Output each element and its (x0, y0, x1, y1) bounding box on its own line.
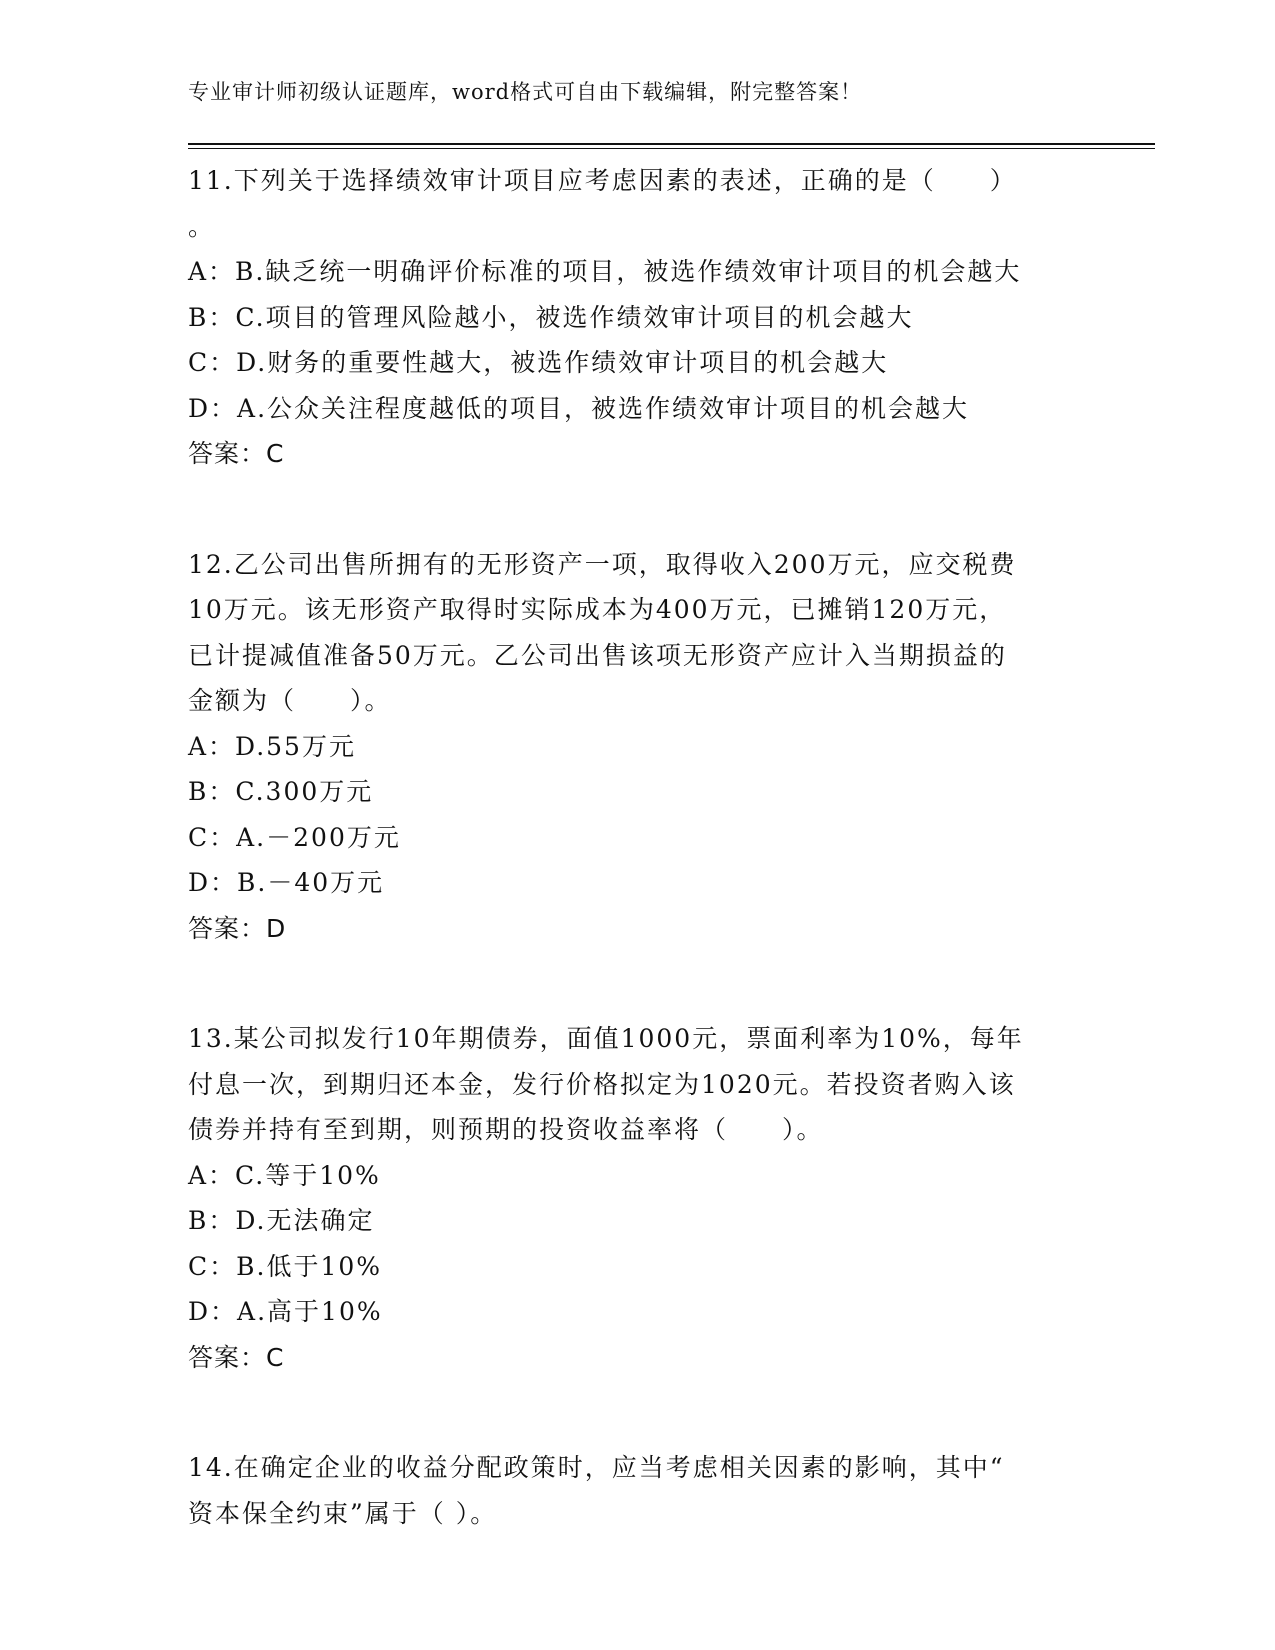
question-stem-line: 债券并持有至到期，则预期的投资收益率将（ ）。 (188, 1115, 824, 1144)
question-stem-line: 13.某公司拟发行10年期债券，面值1000元，票面利率为10%，每年 (188, 1024, 1024, 1053)
question-stem-line: 金额为（ ）。 (188, 686, 392, 715)
option-b: B：D.无法确定 (188, 1206, 375, 1235)
option-c: C：B.低于10% (188, 1251, 383, 1281)
option-c: C：A.－200万元 (188, 822, 401, 852)
option-a: A：D.55万元 (188, 731, 356, 761)
question-stem-line: 。 (188, 211, 216, 241)
question-stem-line: 11.下列关于选择绩效审计项目应考虑因素的表述，正确的是（ ） (188, 166, 1017, 195)
option-a: A：C.等于10% (188, 1160, 381, 1190)
question-13 (188, 1016, 1088, 1380)
question-stem-line: 付息一次，到期归还本金，发行价格拟定为1020元。若投资者购入该 (188, 1069, 1016, 1099)
option-d: D：B.－40万元 (188, 868, 385, 897)
question-stem-line: 已计提减值准备50万元。乙公司出售该项无形资产应计入当期损益的 (188, 640, 1007, 670)
answer: 答案：C (188, 1342, 285, 1372)
option-c: C：D.财务的重要性越大，被选作绩效审计项目的机会越大 (188, 348, 889, 377)
question-stem-line: 资本保全约束”属于（ ）。 (188, 1498, 498, 1528)
option-b: B：C.项目的管理风险越小，被选作绩效审计项目的机会越大 (188, 302, 914, 332)
question-stem-line: 10万元。该无形资产取得时实际成本为400万元，已摊销120万元， (188, 595, 1007, 624)
question-11 (188, 158, 1088, 477)
option-b: B：C.300万元 (188, 777, 374, 806)
header-rule-thick (188, 143, 1155, 145)
page-header: 专业审计师初级认证题库，word格式可自由下载编辑，附完整答案！ (188, 80, 863, 104)
question-list (188, 158, 1088, 1556)
question-14 (188, 1445, 1088, 1536)
question-stem-line: 12.乙公司出售所拥有的无形资产一项，取得收入200万元，应交税费 (188, 549, 1017, 579)
question-stem-line: 14.在确定企业的收益分配政策时，应当考虑相关因素的影响，其中“ (188, 1453, 1005, 1482)
header-rule-thin (188, 148, 1155, 149)
answer: 答案：D (188, 913, 287, 943)
option-a: A：B.缺乏统一明确评价标准的项目，被选作绩效审计项目的机会越大 (188, 257, 1022, 286)
option-d: D：A.公众关注程度越低的项目，被选作绩效审计项目的机会越大 (188, 393, 970, 423)
option-d: D：A.高于10% (188, 1297, 383, 1326)
question-12 (188, 542, 1088, 952)
answer: 答案：C (188, 439, 285, 468)
